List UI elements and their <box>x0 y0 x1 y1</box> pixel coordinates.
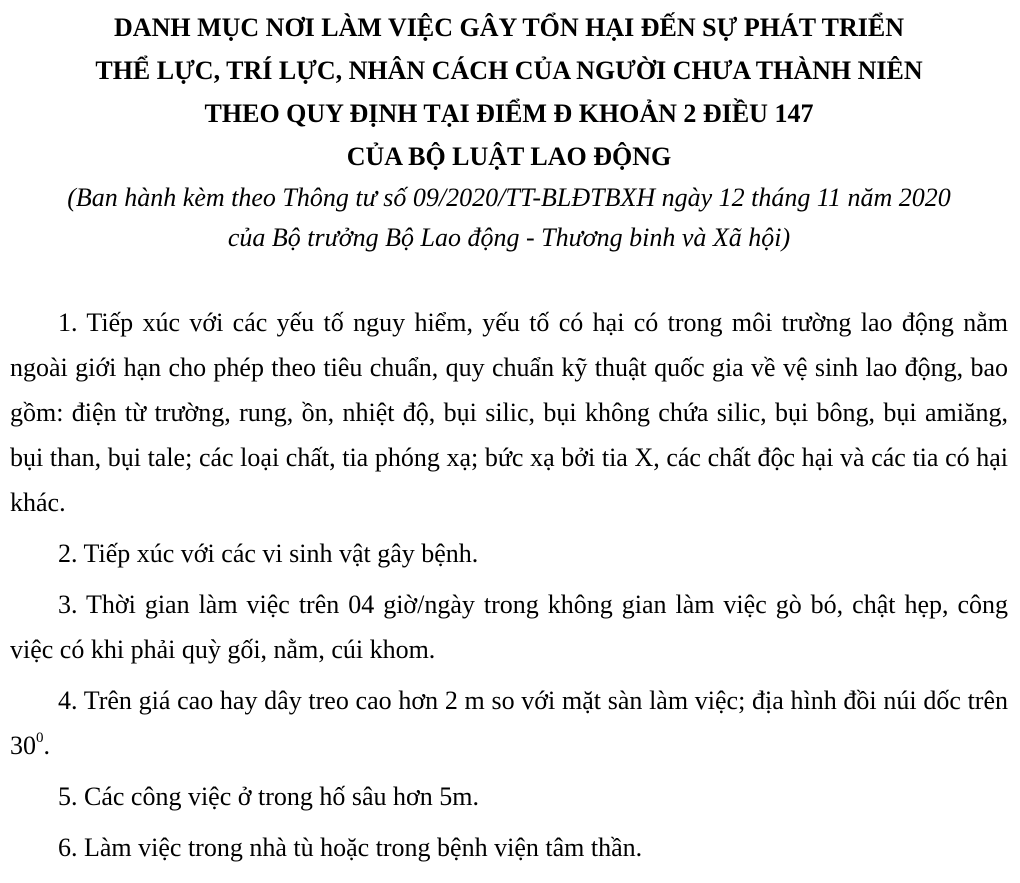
subtitle-line-1: (Ban hành kèm theo Thông tư số 09/2020/TT-BLĐTBXH ngày 12 tháng 11 năm 2020 <box>67 183 951 212</box>
list-item-4-text: 4. Trên giá cao hay dây treo cao hơn 2 m so với mặt sàn làm việc; địa hình đồi núi dốc trên 30 <box>10 686 1008 760</box>
item-list <box>10 300 1008 870</box>
title-line-4: CỦA BỘ LUẬT LAO ĐỘNG <box>346 142 672 171</box>
list-item-4-suffix: . <box>43 731 50 760</box>
list-item-4 <box>10 678 1008 768</box>
subtitle-line-2: của Bộ trưởng Bộ Lao động - Thương binh và Xã hội) <box>227 223 791 252</box>
list-item-2: 2. Tiếp xúc với các vi sinh vật gây bệnh. <box>58 539 479 568</box>
title-line-3: THEO QUY ĐỊNH TẠI ĐIỂM Đ KHOẢN 2 ĐIỀU 147 <box>204 99 814 128</box>
list-item-6: 6. Làm việc trong nhà tù hoặc trong bệnh viện tâm thần. <box>58 833 643 862</box>
title-line-2: THỂ LỰC, TRÍ LỰC, NHÂN CÁCH CỦA NGƯỜI CHƯA THÀNH NIÊN <box>95 56 923 85</box>
document-header <box>10 6 1008 258</box>
list-item-3: 3. Thời gian làm việc trên 04 giờ/ngày trong không gian làm việc gò bó, chật hẹp, công việc có khi phải quỳ gối, nằm, cúi khom. <box>10 590 1008 664</box>
list-item-5: 5. Các công việc ở trong hố sâu hơn 5m. <box>58 782 480 811</box>
degree-superscript: 0 <box>36 730 44 746</box>
title-line-1: DANH MỤC NƠI LÀM VIỆC GÂY TỔN HẠI ĐẾN SỰ PHÁT TRIỂN <box>114 13 904 42</box>
list-item-1: 1. Tiếp xúc với các yếu tố nguy hiểm, yếu tố có hại có trong môi trường lao động nằm ngoài giới hạn cho phép theo tiêu chuẩn, quy chuẩn kỹ thuật quốc gia về vệ sinh lao động, bao gồm: điện từ trường, rung, ồn, nhiệt độ, bụi silic, bụi không chứa silic, bụi bông, bụi amiăng, bụi than, bụi tale; các loại chất, tia phóng xạ; bức xạ bởi tia X, các chất độc hại và các tia có hại khác. <box>10 308 1008 517</box>
